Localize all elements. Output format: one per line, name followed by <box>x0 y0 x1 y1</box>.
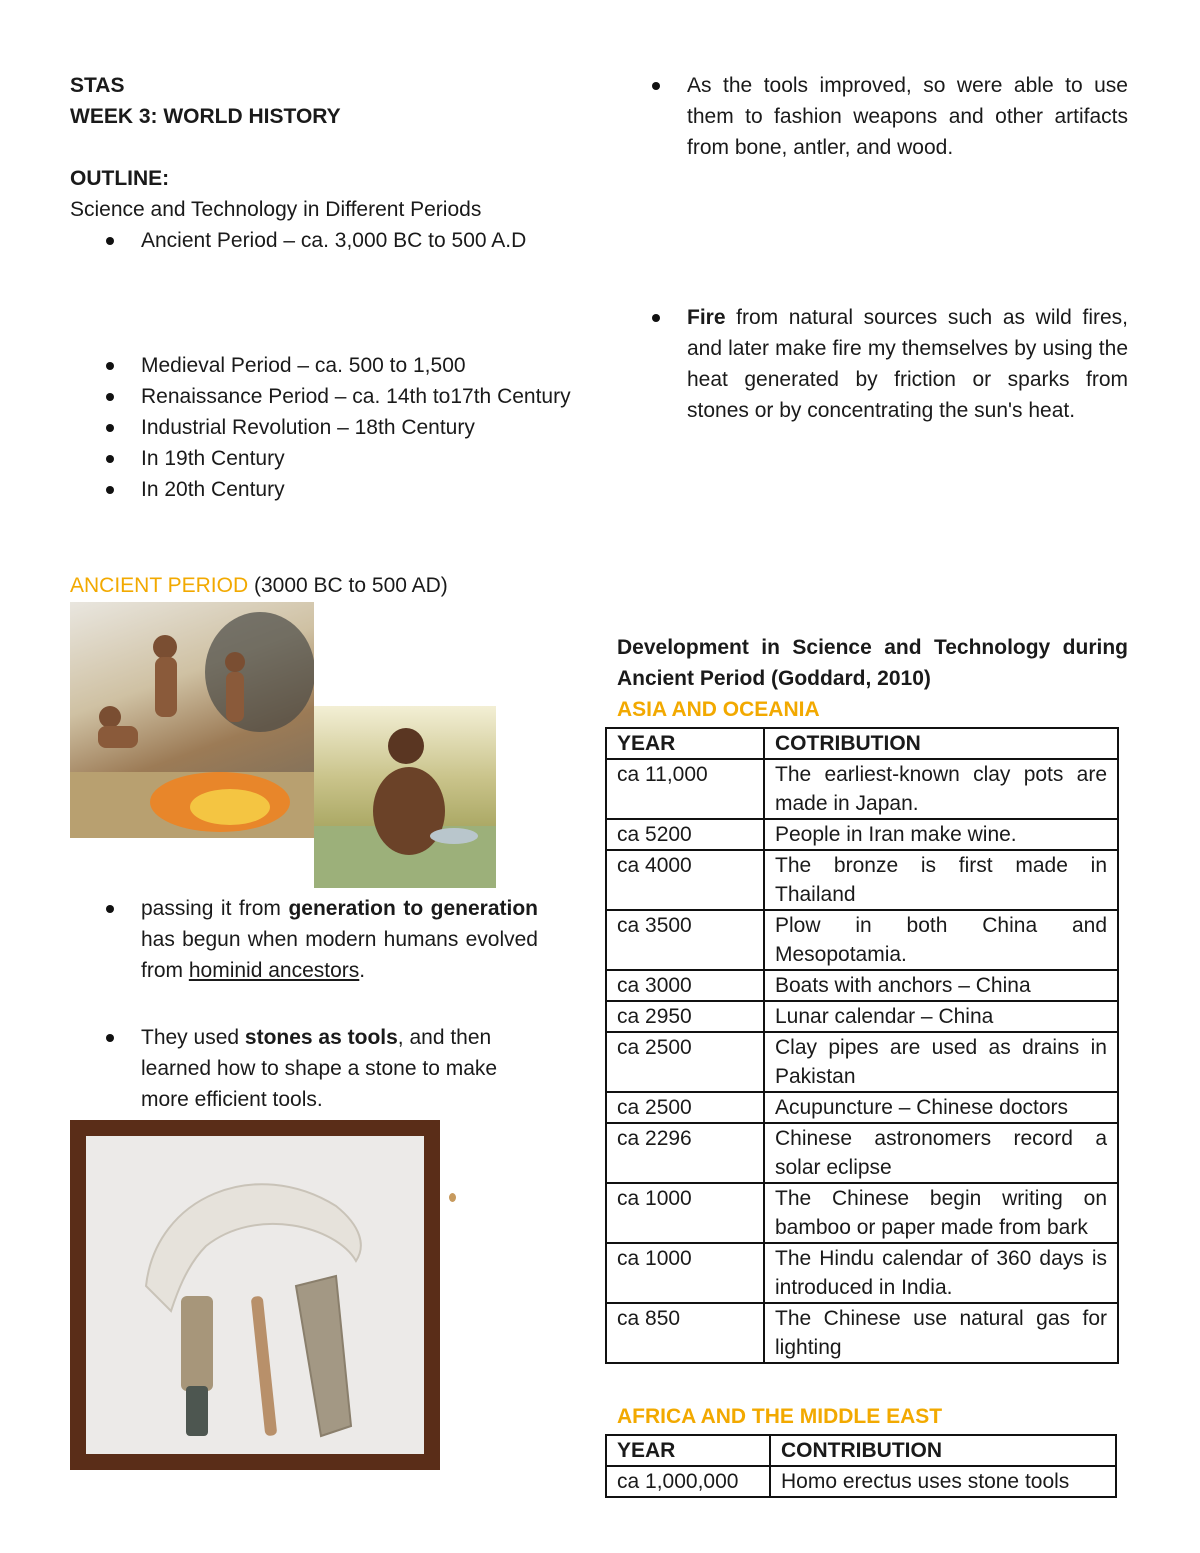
outline-list-continued <box>70 350 584 505</box>
ancient-bullets-2 <box>70 1022 550 1115</box>
contribution-cell: People in Iran make wine. <box>764 819 1118 850</box>
text-segment: has begun when modern humans evolved from <box>141 928 538 982</box>
stray-bullet-dot <box>449 1193 456 1202</box>
outline-item: Renaissance Period – ca. 14th to17th Century <box>70 381 584 412</box>
table-row <box>606 1466 1116 1497</box>
bone-tools-image-frame <box>70 1120 440 1470</box>
ancient-bullets <box>70 893 538 986</box>
ancient-heading-title: ANCIENT PERIOD <box>70 574 249 597</box>
year-cell: ca 850 <box>606 1303 764 1363</box>
development-title: Development in Science and Technology during Ancient Period (Goddard, 2010) <box>617 636 1128 690</box>
contribution-cell: The Chinese begin writing on bamboo or paper made from bark <box>764 1183 1118 1243</box>
outline-item: Industrial Revolution – 18th Century <box>70 412 584 443</box>
text-segment: , and then learned how to shape a stone to make more efficient tools. <box>141 1026 498 1111</box>
text-segment: passing it from <box>141 897 289 920</box>
contribution-cell: The Hindu calendar of 360 days is introduced in India. <box>764 1243 1118 1303</box>
table-row <box>606 850 1118 910</box>
contribution-cell: Lunar calendar – China <box>764 1001 1118 1032</box>
table-row <box>606 1303 1118 1363</box>
table-row <box>606 1092 1118 1123</box>
africa-middle-east-heading: AFRICA AND THE MIDDLE EAST <box>617 1405 943 1428</box>
early-humans-fire-illustration <box>70 602 314 838</box>
doc-week-title: WEEK 3: WORLD HISTORY <box>70 105 341 128</box>
contribution-cell: Clay pipes are used as drains in Pakistan <box>764 1032 1118 1092</box>
year-cell: ca 2500 <box>606 1032 764 1092</box>
table-row <box>606 910 1118 970</box>
table-row <box>606 759 1118 819</box>
contribution-cell: Boats with anchors – China <box>764 970 1118 1001</box>
year-cell: ca 3500 <box>606 910 764 970</box>
text-segment: They used <box>141 1026 245 1049</box>
outline-label: OUTLINE: <box>70 167 170 190</box>
asia-oceania-heading: ASIA AND OCEANIA <box>617 698 820 721</box>
bone-antler-tools-illustration <box>86 1136 424 1454</box>
year-cell: ca 11,000 <box>606 759 764 819</box>
contribution-cell: The Chinese use natural gas for lighting <box>764 1303 1118 1363</box>
table-row <box>606 1183 1118 1243</box>
year-cell: ca 3000 <box>606 970 764 1001</box>
contribution-cell: Chinese astronomers record a solar eclipse <box>764 1123 1118 1183</box>
year-cell: ca 1000 <box>606 1183 764 1243</box>
africa-middle-east-table <box>605 1434 1117 1498</box>
ancient-bullet-stones <box>70 1022 550 1115</box>
contribution-cell: Homo erectus uses stone tools <box>770 1466 1116 1497</box>
text-bold: generation to generation <box>288 897 539 920</box>
contribution-cell: The bronze is first made in Thailand <box>764 850 1118 910</box>
text-bold: Fire <box>687 306 726 329</box>
outline-item: Ancient Period – ca. 3,000 BC to 500 A.D <box>70 225 584 256</box>
table-row <box>606 819 1118 850</box>
asia-table-body <box>606 759 1118 1363</box>
asia-oceania-table <box>605 727 1119 1364</box>
outline-item: Medieval Period – ca. 500 to 1,500 <box>70 350 584 381</box>
column-header-year: YEAR <box>606 1435 770 1466</box>
text-bold: stones as tools <box>244 1026 398 1049</box>
year-cell: ca 1000 <box>606 1243 764 1303</box>
column-header-year: YEAR <box>606 728 764 759</box>
table-row <box>606 1001 1118 1032</box>
contribution-cell: The earliest-known clay pots are made in Japan. <box>764 759 1118 819</box>
year-cell: ca 2950 <box>606 1001 764 1032</box>
table-header-row <box>606 1435 1116 1466</box>
early-humans-fire-image <box>70 602 314 838</box>
text-segment: . <box>359 959 366 982</box>
outline-list <box>70 225 584 256</box>
hominid-ancestors-link[interactable]: hominid ancestors <box>188 959 360 982</box>
year-cell: ca 2500 <box>606 1092 764 1123</box>
tools-bullet-list <box>650 70 1128 163</box>
year-cell: ca 1,000,000 <box>606 1466 770 1497</box>
ancient-heading <box>70 570 448 601</box>
year-cell: ca 2296 <box>606 1123 764 1183</box>
outline-item: In 19th Century <box>70 443 584 474</box>
text-segment: from natural sources such as wild fires, and later make fire my themselves by using the heat generated by friction or sparks from stones or by concentrating the sun's heat. <box>687 306 1128 422</box>
early-human-crouching-illustration <box>314 706 496 888</box>
tools-improved-bullet: As the tools improved, so were able to use them to fashion weapons and other artifacts from bone, antler, and wood. <box>650 70 1128 163</box>
table-row <box>606 1032 1118 1092</box>
africa-table-body <box>606 1466 1116 1497</box>
contribution-cell: Plow in both China and Mesopotamia. <box>764 910 1118 970</box>
contribution-cell: Acupuncture – Chinese doctors <box>764 1092 1118 1123</box>
fire-bullet <box>650 302 1128 426</box>
table-header-row <box>606 728 1118 759</box>
column-header-contribution: COTRIBUTION <box>764 728 1118 759</box>
table-row <box>606 1123 1118 1183</box>
doc-course: STAS <box>70 74 125 97</box>
ancient-heading-range: (3000 BC to 500 AD) <box>248 574 448 597</box>
year-cell: ca 4000 <box>606 850 764 910</box>
table-row <box>606 1243 1118 1303</box>
year-cell: ca 5200 <box>606 819 764 850</box>
bone-tools-image <box>86 1136 424 1454</box>
table-row <box>606 970 1118 1001</box>
outline-subtitle: Science and Technology in Different Periods <box>70 198 482 221</box>
early-human-crouching-image <box>314 706 496 888</box>
fire-bullet-list <box>650 302 1128 426</box>
ancient-bullet-generation <box>70 893 538 986</box>
column-header-contribution: CONTRIBUTION <box>770 1435 1116 1466</box>
outline-item: In 20th Century <box>70 474 584 505</box>
